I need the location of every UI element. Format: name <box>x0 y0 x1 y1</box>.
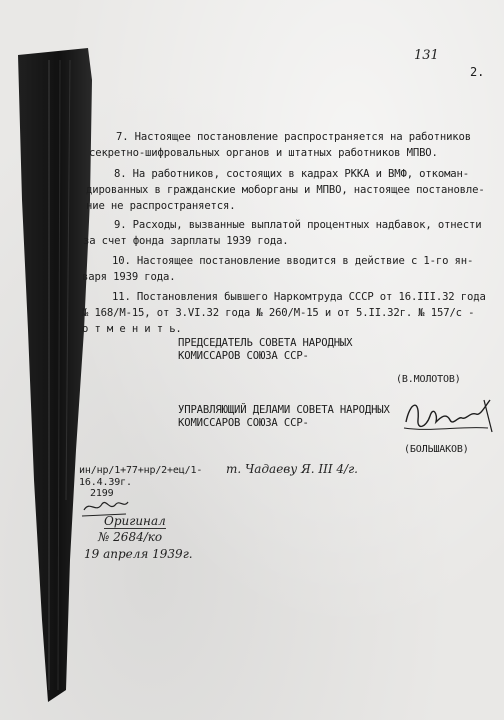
paragraph-11-line-1: 11. Постановления бывшего Наркомтруда СССР от 16.III.32 года <box>112 291 486 303</box>
paragraph-8-line-1: 8. На работников, состоящих в кадрах РККА и ВМФ, откоман- <box>114 168 469 180</box>
paragraph-11-line-3: о т м е н и т ь. <box>82 323 182 335</box>
chairman-name: (В.МОЛОТОВ) <box>396 374 461 385</box>
original-label: Оригинал <box>104 514 166 528</box>
registry-line-1: ин/нр/1+77+нр/2+ец/1- <box>79 465 203 476</box>
manager-title-line-2: КОМИССАРОВ СОЮЗА ССР- <box>178 417 309 429</box>
paragraph-10-line-1: 10. Настоящее постановление вводится в действие с 1-го ян- <box>112 255 474 267</box>
paragraph-7-line-1: 7. Настоящее постановление распространяется на работников <box>116 131 471 143</box>
registry-line-2: 16.4.39г. <box>79 477 132 488</box>
paragraph-11-line-2: № 168/М-15, от 3.VI.32 года № 260/М-15 и от 5.II.32г. № 157/с - <box>82 307 475 319</box>
paragraph-8-line-3: ние не распространяется. <box>86 200 236 212</box>
paragraph-8-line-2: дированных в гражданские моборганы и МПВО, настоящее постановле- <box>86 184 485 196</box>
paragraph-9-line-2: за счет фонда зарплаты 1939 года. <box>83 235 289 247</box>
paragraph-7-line-2: секретно-шифровальных органов и штатных работников МПВО. <box>89 147 438 159</box>
registry-line-3: 2199 <box>90 488 114 499</box>
chairman-title-line-1: ПРЕДСЕДАТЕЛЬ СОВЕТА НАРОДНЫХ <box>178 337 353 349</box>
registry-handwritten-note: т. Чадаеву Я. III 4/г. <box>226 462 358 476</box>
scan-shadow-strip <box>0 0 110 720</box>
manager-name: (БОЛЬШАКОВ) <box>404 444 469 455</box>
chairman-title-line-2: КОМИССАРОВ СОЮЗА ССР- <box>178 350 309 362</box>
paragraph-9-line-1: 9. Расходы, вызванные выплатой процентных надбавок, отнести <box>114 219 482 231</box>
manager-title-line-1: УПРАВЛЯЮЩИЙ ДЕЛАМИ СОВЕТА НАРОДНЫХ <box>178 404 390 416</box>
paragraph-10-line-2: варя 1939 года. <box>82 271 176 283</box>
original-number: № 2684/ко <box>98 530 163 544</box>
page-number: 2. <box>470 65 485 79</box>
folio-number: 131 <box>414 48 439 63</box>
original-date: 19 апреля 1939г. <box>84 547 193 561</box>
bolshakov-signature <box>400 392 496 440</box>
